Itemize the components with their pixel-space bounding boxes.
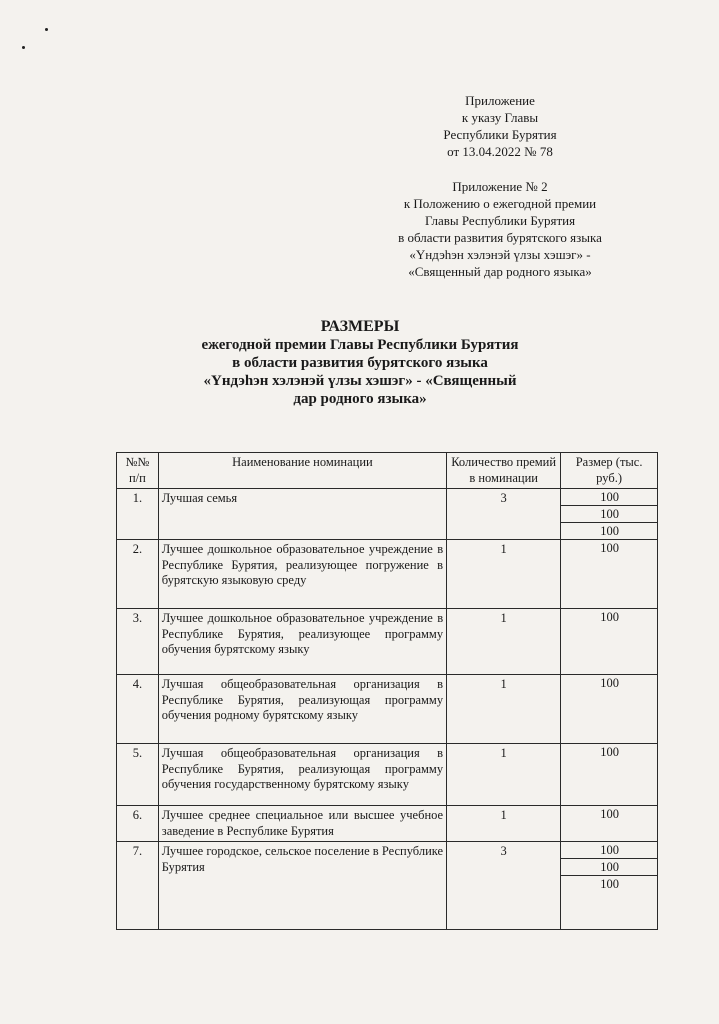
prize-size-value: 100	[600, 610, 619, 624]
prize-size-cell	[561, 744, 658, 806]
table-header-row	[117, 453, 658, 489]
prize-size-cell	[561, 540, 658, 609]
nomination-name: Лучшее дошкольное образовательное учреждение в Республике Бурятия, реализующее погружение в бурятскую языковую среду	[158, 540, 446, 609]
appendix-line: «Үндэһэн хэлэнэй үлзы хэшэг» -	[409, 247, 591, 262]
scan-speck	[45, 28, 48, 31]
prize-count: 1	[447, 744, 561, 806]
prize-size-value: 100	[600, 524, 619, 538]
prize-size-cell	[561, 842, 658, 930]
prize-size-value: 100	[561, 859, 657, 876]
row-number: 5.	[117, 744, 159, 806]
prize-size-list	[561, 609, 657, 625]
header-name: Наименование номинации	[158, 453, 446, 489]
prize-size-value: 100	[600, 676, 619, 690]
prize-table	[116, 452, 658, 930]
appendix-line: в области развития бурятского языка	[398, 230, 602, 245]
table-row	[117, 675, 658, 744]
table-row	[117, 744, 658, 806]
prize-size-cell	[561, 609, 658, 675]
document-title	[150, 318, 570, 408]
prize-size-list	[561, 744, 657, 760]
prize-count: 3	[447, 489, 561, 540]
header-size: Размер (тыс. руб.)	[561, 453, 658, 489]
prize-size-cell	[561, 489, 658, 540]
prize-size-value: 100	[561, 489, 657, 506]
appendix-line: «Священный дар родного языка»	[408, 264, 592, 279]
prize-count: 1	[447, 609, 561, 675]
row-number: 3.	[117, 609, 159, 675]
appendix-decree-header	[405, 92, 595, 160]
title-line: «Үндэһэн хэлэнэй үлзы хэшэг» - «Священный	[203, 373, 517, 389]
nomination-name: Лучшая общеобразовательная организация в Республике Бурятия, реализующая программу обучения государственному бурятскому языку	[158, 744, 446, 806]
title-line: РАЗМЕРЫ	[320, 318, 400, 335]
row-number: 6.	[117, 806, 159, 842]
prize-size-list	[561, 540, 657, 556]
prize-size-value: 100	[600, 541, 619, 555]
prize-size-list	[561, 842, 657, 892]
prize-size-cell	[561, 806, 658, 842]
appendix-line: Приложение № 2	[452, 179, 548, 194]
appendix-line: Республики Бурятия	[443, 127, 557, 142]
title-line: дар родного языка»	[293, 391, 427, 407]
appendix-regulation-header	[370, 178, 630, 280]
appendix-line: к указу Главы	[461, 110, 539, 125]
prize-size-list	[561, 675, 657, 691]
appendix-line: Приложение	[465, 93, 535, 108]
row-number: 4.	[117, 675, 159, 744]
prize-count: 1	[447, 806, 561, 842]
appendix-line: Главы Республики Бурятия	[424, 213, 576, 228]
table-row	[117, 609, 658, 675]
row-number: 1.	[117, 489, 159, 540]
prize-size-list	[561, 806, 657, 822]
prize-count: 3	[447, 842, 561, 930]
prize-size-value: 100	[600, 877, 619, 891]
header-num: №№ п/п	[117, 453, 159, 489]
table-row	[117, 540, 658, 609]
appendix-line: к Положению о ежегодной премии	[403, 196, 597, 211]
nomination-name: Лучшее среднее специальное или высшее учебное заведение в Республике Бурятия	[158, 806, 446, 842]
prize-size-value: 100	[600, 745, 619, 759]
prize-size-list	[561, 489, 657, 539]
nomination-name: Лучшая общеобразовательная организация в Республике Бурятия, реализующая программу обучения родному бурятскому языку	[158, 675, 446, 744]
nomination-name: Лучшее дошкольное образовательное учреждение в Республике Бурятия, реализующее программу обучения бурятскому языку	[158, 609, 446, 675]
prize-size-value: 100	[561, 506, 657, 523]
table-row	[117, 806, 658, 842]
header-count: Количество премий в номинации	[447, 453, 561, 489]
title-line: ежегодной премии Главы Республики Бурятия	[201, 337, 519, 353]
table-row	[117, 842, 658, 930]
row-number: 7.	[117, 842, 159, 930]
appendix-line: от 13.04.2022 № 78	[447, 144, 553, 159]
scan-speck	[22, 46, 25, 49]
prize-size-cell	[561, 675, 658, 744]
nomination-name: Лучшая семья	[158, 489, 446, 540]
prize-size-value: 100	[600, 807, 619, 821]
row-number: 2.	[117, 540, 159, 609]
title-line: в области развития бурятского языка	[232, 355, 488, 371]
table-row	[117, 489, 658, 540]
prize-size-value: 100	[561, 842, 657, 859]
prize-count: 1	[447, 540, 561, 609]
nomination-name: Лучшее городское, сельское поселение в Республике Бурятия	[158, 842, 446, 930]
prize-count: 1	[447, 675, 561, 744]
